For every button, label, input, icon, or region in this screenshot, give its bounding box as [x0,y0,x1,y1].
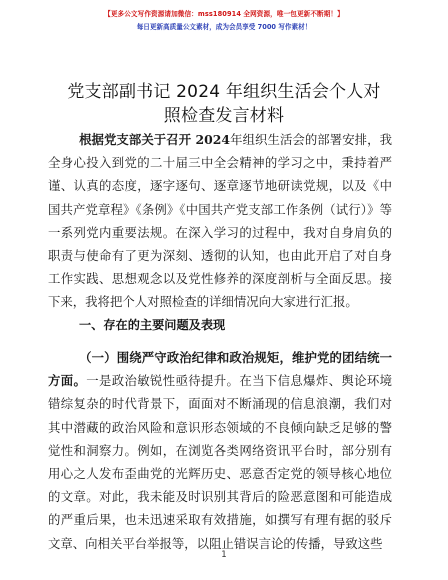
subsection-heading: （一）围绕严守政治纪律和政治规矩，维护党的团结统一方面。 [48,350,392,389]
subsection-paragraph [48,346,392,555]
promo-banner-line-2: 每日更新高质量公文素材，成为会员享受 7000 写作素材！ [136,23,312,31]
intro-paragraph [48,128,392,314]
document-title: 党支部副书记 2024 年组织生活会个人对照检查发言材料 [67,82,381,126]
intro-lead: 根据党支部关于召开 2024 [79,132,231,147]
subsection-text: 一是政治敏锐性亟待提升。在当下信息爆炸、舆论环境错综复杂的时代背景下，面面对不断涌现的信息浪潮，我们对其中潜藏的政治风险和意识形态领域的不良倾向缺乏足够的警觉性和洞察力。例如，在浏览各类网络资讯平台时，部分别有用心之人发布歪曲党的光辉历史、恶意否定党的领导核心地位的文章。对此，我未能及时识别其背后的险恶意图和可能造成的严重后果，也未迅速采取有效措施，如撰写有理有据的驳斥文章、向相关平台举报等，以阻止错误言论的传播，导致这些 [48,373,393,551]
section-heading: 一、存在的主要问题及表现 [79,318,226,332]
promo-banner [0,8,448,31]
promo-banner-line-1: 【更多公文写作资源请加微信：mss180914 全网资源，唯一包更新不断期！】 [104,10,344,18]
page-number: 1 [221,550,227,560]
intro-text: 年组织生活会的部署安排，我全身心投入到党的二十届三中全会精神的学习之中，秉持着严谨、认真的态度，逐字逐句、逐章逐节地研读党规，以及《中国共产党章程》《条例》《中国共产党支部工作条例（试行）》等一系列党内重要法规。在深入学习的过程中，我对自身肩负的职责与使命有了更为深刻、透彻的认知，也由此开启了对自身工作实践、思想观念以及党性修养的深度剖析与全面反思。接下来，我将把个人对照检查的详细情况向大家进行汇报。 [48,132,392,310]
